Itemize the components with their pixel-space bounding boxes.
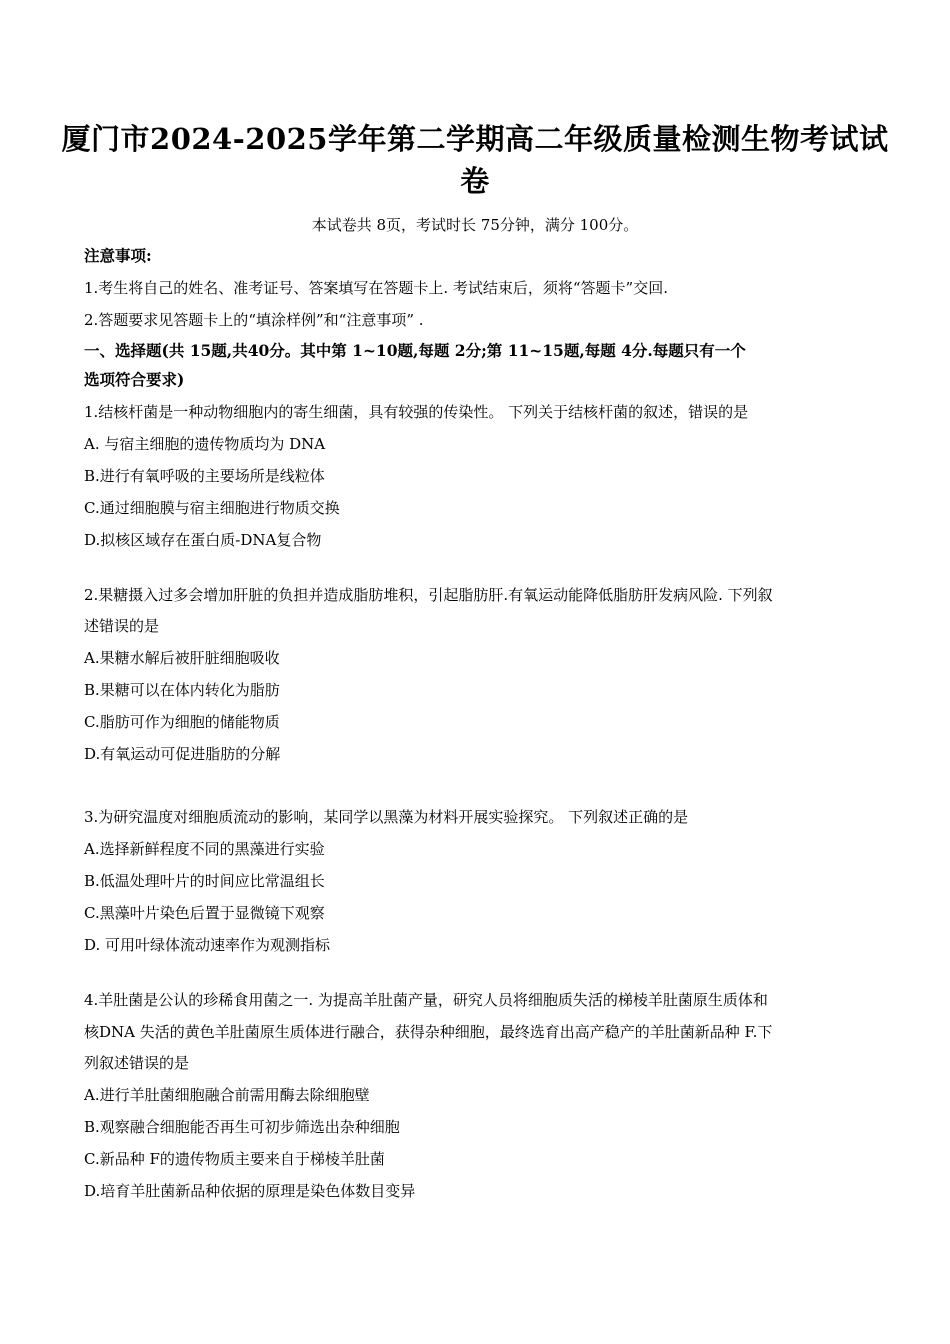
question-1-option-c: C.通过细胞膜与宿主细胞进行物质交换 [84, 499, 340, 517]
exam-info: 本试卷共 8页，考试时长 75分钟，满分 100分。 [311, 216, 639, 234]
question-2-option-a: A.果糖水解后被肝脏细胞吸收 [84, 649, 280, 667]
question-2-stem-line-2: 述错误的是 [84, 617, 160, 635]
question-3-option-a: A.选择新鲜程度不同的黑藻进行实验 [84, 840, 325, 858]
exam-title-line-2: 卷 [460, 164, 490, 198]
exam-title-line-1: 厦门市2024-2025学年第二学期高二年级质量检测生物考试试 [61, 122, 889, 156]
question-2-option-d: D.有氧运动可促进脂肪的分解 [84, 745, 281, 763]
question-4-option-c: C.新品种 F的遗传物质主要来自于梯棱羊肚菌 [84, 1150, 385, 1168]
section-heading-line-1: 一、选择题(共 15题,共40分。其中第 1~10题,每题 2分;第 11~15题,每题 4分.每题只有一个 [84, 341, 746, 360]
question-4-stem-line-3: 列叙述错误的是 [84, 1054, 190, 1072]
notice-heading: 注意事项: [84, 246, 152, 265]
question-4-option-b: B.观察融合细胞能否再生可初步筛选出杂种细胞 [84, 1118, 400, 1136]
question-1-stem: 1.结核杆菌是一种动物细胞内的寄生细菌，具有较强的传染性。 下列关于结核杆菌的叙述，错误的是 [84, 403, 749, 421]
question-1-option-b: B.进行有氧呼吸的主要场所是线粒体 [84, 467, 325, 485]
question-3-option-c: C.黑藻叶片染色后置于显微镜下观察 [84, 904, 325, 922]
section-heading-line-2: 选项符合要求) [84, 370, 185, 389]
exam-title [60, 118, 890, 202]
question-1-option-d: D.拟核区域存在蛋白质-DNA复合物 [84, 531, 322, 549]
question-4-option-a: A.进行羊肚菌细胞融合前需用酶去除细胞壁 [84, 1086, 370, 1104]
question-4-stem-line-1: 4.羊肚菌是公认的珍稀食用菌之一. 为提高羊肚菌产量，研究人员将细胞质失活的梯棱羊肚菌原生质体和 [84, 991, 768, 1009]
question-3-stem: 3.为研究温度对细胞质流动的影响，某同学以黑藻为材料开展实验探究。 下列叙述正确的是 [84, 808, 689, 826]
question-4-option-d: D.培育羊肚菌新品种依据的原理是染色体数目变异 [84, 1182, 416, 1200]
question-2-option-b: B.果糖可以在体内转化为脂肪 [84, 681, 280, 699]
notice-item: 2.答题要求见答题卡上的“填涂样例”和“注意事项” . [84, 311, 424, 329]
question-3-option-b: B.低温处理叶片的时间应比常温组长 [84, 872, 325, 890]
question-3-option-d: D. 可用叶绿体流动速率作为观测指标 [84, 936, 331, 954]
question-4-stem-line-2: 核DNA 失活的黄色羊肚菌原生质体进行融合，获得杂种细胞，最终选育出高产稳产的羊肚菌新品种 F.下 [84, 1023, 773, 1041]
question-2-stem-line-1: 2.果糖摄入过多会增加肝脏的负担并造成脂肪堆积，引起脂肪肝.有氧运动能降低脂肪肝发病风险. 下列叙 [84, 586, 773, 604]
question-1-option-a: A. 与宿主细胞的遗传物质均为 DNA [84, 435, 326, 453]
notice-item: 1.考生将自己的姓名、准考证号、答案填写在答题卡上. 考试结束后，须将“答题卡”交回. [84, 279, 668, 297]
question-2-option-c: C.脂肪可作为细胞的储能物质 [84, 713, 280, 731]
